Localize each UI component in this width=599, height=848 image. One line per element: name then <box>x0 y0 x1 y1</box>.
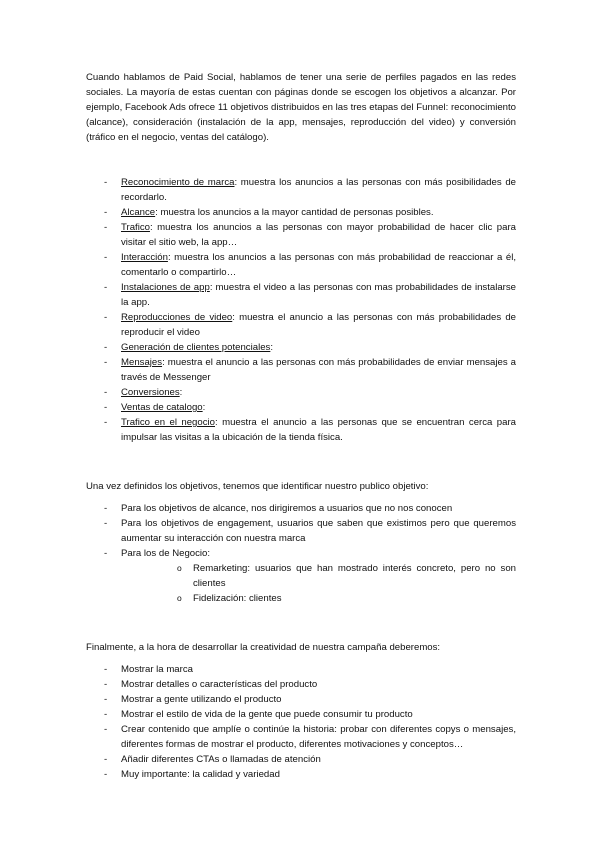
list-item <box>86 400 516 415</box>
list-item <box>86 280 516 310</box>
list-item: - Para los objetivos de alcance, nos dirigiremos a usuarios que no nos conocen <box>86 501 516 516</box>
objective-term: Ventas de catalogo <box>121 402 203 413</box>
list-item: - Mostrar el estilo de vida de la gente que puede consumir tu producto <box>86 707 516 722</box>
objective-desc: : muestra los anuncios a las personas con mayor probabilidad de hacer clic para visitar el sitio web, la app… <box>121 222 516 248</box>
objective-term: Alcance <box>121 207 156 218</box>
list-item: - Añadir diferentes CTAs o llamadas de atención <box>86 752 516 767</box>
list-item: - Mostrar la marca <box>86 662 516 677</box>
sublist-item: o Remarketing: usuarios que han mostrado interés concreto, pero no son clientes <box>121 561 516 591</box>
objective-term: Interacción <box>121 252 168 263</box>
creative-lead: Finalmente, a la hora de desarrollar la creatividad de nuestra campaña deberemos: <box>86 642 441 653</box>
list-item <box>86 175 516 205</box>
list-item <box>86 355 516 385</box>
objective-desc: : <box>202 402 206 413</box>
section-gap <box>86 606 516 640</box>
objective-desc: : muestra el anuncio a las personas que se encuentran cerca para impulsar las visitas a la ubicación de la tienda física. <box>121 417 516 443</box>
objective-term: Conversiones <box>121 387 180 398</box>
list-item: - Para los objetivos de engagement, usuarios que saben que existimos pero que queremos aumentar su interacción con nuestra marca <box>86 516 516 546</box>
objectives-list <box>86 175 516 445</box>
objective-term: Trafico en el negocio <box>121 417 215 428</box>
objective-term: Mensajes <box>121 357 163 368</box>
list-item <box>86 415 516 445</box>
audience-list <box>86 501 516 606</box>
list-item: - Muy importante: la calidad y variedad <box>86 767 516 782</box>
objective-term: Reconocimiento de marca <box>121 177 235 188</box>
audience-sublist <box>121 561 516 606</box>
objective-desc: : muestra el anuncio a las personas con más probabilidades de enviar mensajes a través de Messenger <box>121 357 516 383</box>
list-item <box>86 385 516 400</box>
objective-desc: : muestra el video a las personas con mas probabilidades de instalarse la app. <box>121 282 516 308</box>
objective-desc: : muestra los anuncios a la mayor cantidad de personas posibles. <box>155 207 434 218</box>
list-item: - Mostrar detalles o características del producto <box>86 677 516 692</box>
intro-paragraph: Cuando hablamos de Paid Social, hablamos de tener una serie de perfiles pagados en las redes sociales. La mayoría de estas cuentan con páginas donde se escogen los objetivos a alcanzar. Por ejemplo, Facebook Ads ofrece 11 objetivos distribuidos en las tres etapas del Funnel: reconocimiento (alcance), consideración (instalación de la app, mensajes, reproducción del video) y conversión (tráfico en el negocio, ventas del catálogo). <box>86 72 516 143</box>
objective-desc: : muestra los anuncios a las personas con más posibilidades de recordarlo. <box>121 177 516 203</box>
objective-term: Instalaciones de app <box>121 282 210 293</box>
creative-list <box>86 662 516 782</box>
list-item: - Crear contenido que amplíe o continúe la historia: probar con diferentes copys o mensajes, diferentes formas de mostrar el producto, diferentes motivaciones y conceptos… <box>86 722 516 752</box>
list-item <box>86 310 516 340</box>
objective-term: Trafico <box>121 222 150 233</box>
list-item: - Mostrar a gente utilizando el producto <box>86 692 516 707</box>
list-item <box>86 205 516 220</box>
objective-desc: : <box>270 342 274 353</box>
sublist-item: o Fidelización: clientes <box>121 591 516 606</box>
list-item <box>86 250 516 280</box>
objective-term: Generación de clientes potenciales <box>121 342 271 353</box>
section-gap <box>86 445 516 479</box>
list-item <box>86 220 516 250</box>
objective-desc: : muestra el anuncio a las personas con más probabilidades de reproducir el video <box>121 312 516 338</box>
objective-desc: : <box>179 387 183 398</box>
document-body <box>86 70 516 782</box>
audience-lead: Una vez definidos los objetivos, tenemos que identificar nuestro publico objetivo: <box>86 481 429 492</box>
list-item <box>86 340 516 355</box>
objective-term: Reproducciones de video <box>121 312 233 323</box>
list-item-text: Para los de Negocio: <box>121 548 211 559</box>
list-item <box>86 546 516 606</box>
objective-desc: : muestra los anuncios a las personas con más probabilidad de reaccionar a él, comentarlo o compartirlo… <box>121 252 516 278</box>
